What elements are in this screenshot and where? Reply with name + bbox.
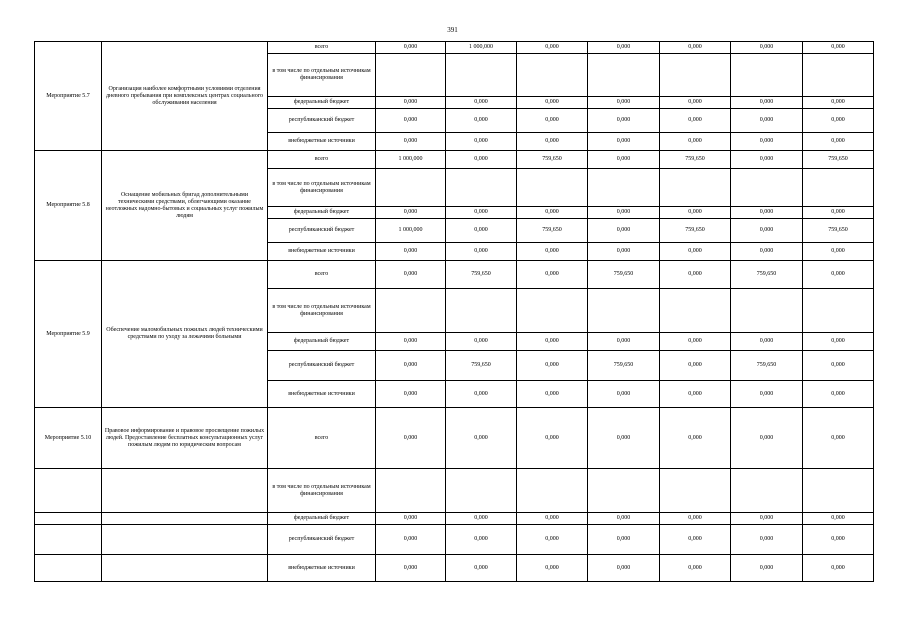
amount-cell: 0,000	[446, 243, 517, 261]
amount-cell: 0,000	[588, 109, 660, 133]
amount-cell: 0,000	[803, 351, 874, 381]
amount-cell: 0,000	[446, 207, 517, 219]
amount-cell: 0,000	[588, 207, 660, 219]
amount-cell: 0,000	[803, 513, 874, 525]
amount-cell: 0,000	[376, 381, 446, 408]
funding-table-body	[35, 42, 874, 582]
amount-cell: 0,000	[517, 333, 588, 351]
amount-cell: 0,000	[803, 133, 874, 151]
amount-cell	[446, 169, 517, 207]
table-row	[35, 513, 874, 525]
measure-code: Мероприятие 5.9	[35, 261, 102, 408]
amount-cell: 0,000	[376, 42, 446, 54]
amount-cell: 759,650	[446, 351, 517, 381]
measure-code	[35, 513, 102, 525]
amount-cell	[588, 54, 660, 97]
amount-cell: 0,000	[446, 381, 517, 408]
amount-cell: 759,650	[731, 351, 803, 381]
amount-cell: 0,000	[446, 555, 517, 582]
funding-source: федеральный бюджет	[268, 207, 376, 219]
amount-cell: 0,000	[731, 207, 803, 219]
funding-source: всего	[268, 151, 376, 169]
amount-cell: 759,650	[803, 219, 874, 243]
amount-cell	[376, 289, 446, 333]
table-row	[35, 42, 874, 54]
measure-name: Организация наиболее комфортными условиями отделения дневного пребывания при комплексных центрах социального обслуживания населения	[102, 42, 268, 151]
funding-source: внебюджетные источники	[268, 243, 376, 261]
measure-code: Мероприятие 5.7	[35, 42, 102, 151]
measure-name	[102, 555, 268, 582]
amount-cell: 0,000	[731, 133, 803, 151]
amount-cell: 0,000	[660, 207, 731, 219]
amount-cell: 759,650	[517, 219, 588, 243]
amount-cell	[588, 469, 660, 513]
amount-cell: 0,000	[588, 381, 660, 408]
amount-cell: 0,000	[446, 151, 517, 169]
measure-code: Мероприятие 5.10	[35, 408, 102, 469]
funding-source: федеральный бюджет	[268, 97, 376, 109]
amount-cell	[803, 169, 874, 207]
amount-cell: 0,000	[803, 525, 874, 555]
amount-cell: 0,000	[588, 133, 660, 151]
measure-name	[102, 525, 268, 555]
amount-cell	[731, 54, 803, 97]
amount-cell	[517, 469, 588, 513]
amount-cell: 0,000	[517, 513, 588, 525]
amount-cell: 759,650	[660, 151, 731, 169]
amount-cell: 0,000	[588, 408, 660, 469]
amount-cell: 0,000	[803, 97, 874, 109]
measure-code	[35, 555, 102, 582]
amount-cell: 759,650	[588, 261, 660, 289]
amount-cell: 0,000	[660, 243, 731, 261]
amount-cell: 0,000	[376, 525, 446, 555]
amount-cell	[660, 289, 731, 333]
amount-cell	[803, 289, 874, 333]
amount-cell: 0,000	[446, 525, 517, 555]
amount-cell	[446, 54, 517, 97]
amount-cell	[517, 169, 588, 207]
amount-cell	[731, 469, 803, 513]
amount-cell	[517, 54, 588, 97]
amount-cell: 0,000	[803, 261, 874, 289]
table-row	[35, 408, 874, 469]
measure-name: Обеспечение маломобильных пожилых людей техническими средствами по уходу за лежачими больными	[102, 261, 268, 408]
measure-code	[35, 469, 102, 513]
amount-cell: 0,000	[803, 109, 874, 133]
amount-cell: 0,000	[803, 207, 874, 219]
amount-cell: 0,000	[660, 525, 731, 555]
table-row	[35, 525, 874, 555]
amount-cell: 0,000	[376, 207, 446, 219]
amount-cell: 0,000	[517, 381, 588, 408]
amount-cell: 759,650	[731, 261, 803, 289]
amount-cell: 0,000	[376, 408, 446, 469]
amount-cell: 0,000	[588, 243, 660, 261]
amount-cell: 0,000	[517, 408, 588, 469]
amount-cell: 0,000	[803, 243, 874, 261]
funding-source: федеральный бюджет	[268, 333, 376, 351]
amount-cell: 0,000	[517, 133, 588, 151]
amount-cell	[446, 469, 517, 513]
amount-cell: 0,000	[517, 97, 588, 109]
amount-cell: 0,000	[446, 97, 517, 109]
amount-cell: 0,000	[588, 333, 660, 351]
funding-source: республиканский бюджет	[268, 219, 376, 243]
amount-cell: 0,000	[588, 525, 660, 555]
funding-table	[34, 41, 874, 582]
amount-cell: 759,650	[803, 151, 874, 169]
funding-source: всего	[268, 42, 376, 54]
measure-name	[102, 469, 268, 513]
measure-name: Оснащение мобильных бригад дополнительными техническими средствами, облегчающими оказание неотложных надомно-бытовых и социальных услуг пожилым людям	[102, 151, 268, 261]
amount-cell	[376, 169, 446, 207]
amount-cell: 759,650	[446, 261, 517, 289]
funding-source: внебюджетные источники	[268, 555, 376, 582]
amount-cell: 0,000	[588, 151, 660, 169]
funding-source: всего	[268, 408, 376, 469]
amount-cell: 0,000	[731, 381, 803, 408]
amount-cell: 759,650	[660, 219, 731, 243]
amount-cell: 0,000	[588, 555, 660, 582]
amount-cell: 0,000	[446, 513, 517, 525]
table-row	[35, 469, 874, 513]
funding-source: республиканский бюджет	[268, 525, 376, 555]
amount-cell: 0,000	[517, 109, 588, 133]
amount-cell	[517, 289, 588, 333]
amount-cell: 0,000	[517, 351, 588, 381]
amount-cell: 1 000,000	[376, 219, 446, 243]
amount-cell	[731, 289, 803, 333]
amount-cell: 0,000	[376, 243, 446, 261]
amount-cell	[376, 469, 446, 513]
amount-cell	[731, 169, 803, 207]
page-number: 391	[447, 26, 458, 34]
amount-cell: 0,000	[517, 42, 588, 54]
amount-cell: 0,000	[588, 97, 660, 109]
funding-source: федеральный бюджет	[268, 513, 376, 525]
amount-cell: 0,000	[660, 408, 731, 469]
amount-cell: 0,000	[517, 243, 588, 261]
amount-cell: 0,000	[660, 97, 731, 109]
amount-cell: 0,000	[588, 513, 660, 525]
amount-cell: 0,000	[517, 555, 588, 582]
amount-cell: 0,000	[376, 351, 446, 381]
amount-cell	[660, 54, 731, 97]
funding-source: республиканский бюджет	[268, 109, 376, 133]
amount-cell: 0,000	[660, 42, 731, 54]
amount-cell: 0,000	[803, 42, 874, 54]
amount-cell: 0,000	[446, 333, 517, 351]
amount-cell: 1 000,000	[446, 42, 517, 54]
funding-source: в том числе по отдельным источникам финансирования	[268, 289, 376, 333]
amount-cell: 0,000	[446, 133, 517, 151]
amount-cell: 759,650	[517, 151, 588, 169]
measure-code: Мероприятие 5.8	[35, 151, 102, 261]
amount-cell: 0,000	[731, 408, 803, 469]
funding-source: в том числе по отдельным источникам финансирования	[268, 469, 376, 513]
amount-cell: 0,000	[376, 97, 446, 109]
amount-cell: 0,000	[731, 42, 803, 54]
amount-cell	[376, 54, 446, 97]
amount-cell: 0,000	[731, 513, 803, 525]
amount-cell: 0,000	[588, 219, 660, 243]
measure-name: Правовое информирование и правовое просвещение пожилых людей. Предоставление бесплатных консультационных услуг пожилым людям по юридическим вопросам	[102, 408, 268, 469]
funding-source: в том числе по отдельным источникам финансирования	[268, 169, 376, 207]
funding-source: внебюджетные источники	[268, 133, 376, 151]
amount-cell	[588, 289, 660, 333]
amount-cell: 0,000	[731, 109, 803, 133]
amount-cell: 0,000	[660, 351, 731, 381]
measure-code	[35, 525, 102, 555]
amount-cell: 0,000	[731, 525, 803, 555]
amount-cell: 0,000	[660, 381, 731, 408]
table-row	[35, 555, 874, 582]
funding-source: внебюджетные источники	[268, 381, 376, 408]
funding-source: республиканский бюджет	[268, 351, 376, 381]
amount-cell: 1 000,000	[376, 151, 446, 169]
amount-cell: 0,000	[376, 109, 446, 133]
amount-cell: 0,000	[731, 555, 803, 582]
measure-name	[102, 513, 268, 525]
funding-source: всего	[268, 261, 376, 289]
amount-cell	[660, 469, 731, 513]
amount-cell: 0,000	[731, 333, 803, 351]
amount-cell: 0,000	[376, 555, 446, 582]
amount-cell: 0,000	[376, 333, 446, 351]
amount-cell: 0,000	[803, 333, 874, 351]
amount-cell: 0,000	[731, 151, 803, 169]
amount-cell: 0,000	[731, 243, 803, 261]
amount-cell: 0,000	[660, 133, 731, 151]
amount-cell: 0,000	[660, 333, 731, 351]
amount-cell: 0,000	[517, 207, 588, 219]
amount-cell: 0,000	[660, 513, 731, 525]
amount-cell	[660, 169, 731, 207]
amount-cell	[446, 289, 517, 333]
amount-cell	[588, 169, 660, 207]
amount-cell: 0,000	[660, 109, 731, 133]
amount-cell: 759,650	[588, 351, 660, 381]
amount-cell: 0,000	[803, 555, 874, 582]
amount-cell: 0,000	[446, 109, 517, 133]
amount-cell: 0,000	[376, 133, 446, 151]
amount-cell	[803, 54, 874, 97]
amount-cell: 0,000	[803, 408, 874, 469]
amount-cell: 0,000	[376, 261, 446, 289]
amount-cell: 0,000	[731, 97, 803, 109]
amount-cell: 0,000	[446, 408, 517, 469]
amount-cell: 0,000	[376, 513, 446, 525]
amount-cell: 0,000	[660, 555, 731, 582]
amount-cell: 0,000	[660, 261, 731, 289]
table-row	[35, 151, 874, 169]
funding-source: в том числе по отдельным источникам финансирования	[268, 54, 376, 97]
amount-cell: 0,000	[588, 42, 660, 54]
amount-cell: 0,000	[446, 219, 517, 243]
amount-cell: 0,000	[803, 381, 874, 408]
amount-cell: 0,000	[731, 219, 803, 243]
amount-cell	[803, 469, 874, 513]
amount-cell: 0,000	[517, 261, 588, 289]
amount-cell: 0,000	[517, 525, 588, 555]
table-row	[35, 261, 874, 289]
